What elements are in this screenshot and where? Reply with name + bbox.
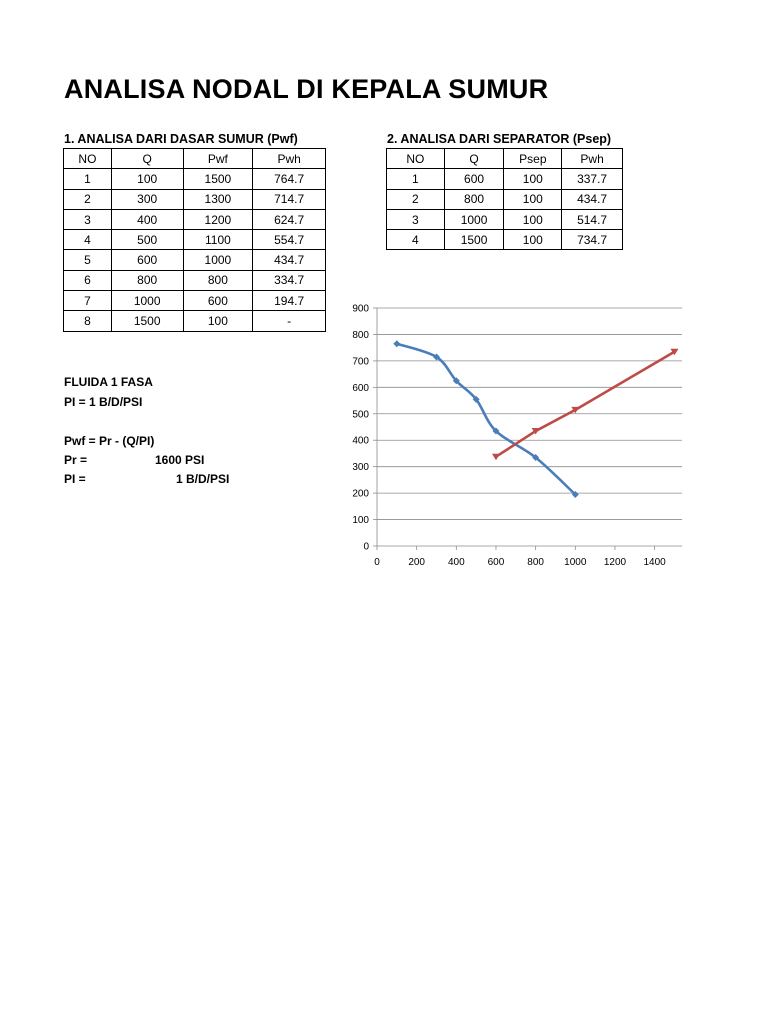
bottomhole-table-cell: 1100 — [183, 230, 253, 250]
bottomhole-table — [63, 148, 326, 332]
series-1-point — [393, 340, 400, 347]
separator-table-header-cell: Q — [444, 149, 504, 169]
pr-value: 1600 PSI — [155, 453, 205, 467]
bottomhole-table-cell: 100 — [111, 169, 183, 189]
nodal-chart — [330, 295, 690, 580]
separator-table-row — [387, 169, 623, 189]
separator-table-cell: 734.7 — [562, 230, 623, 250]
separator-table — [386, 148, 623, 250]
y-tick-label: 200 — [352, 488, 369, 500]
bottomhole-table-cell: 8 — [64, 311, 112, 331]
bottomhole-table-cell: 1000 — [183, 250, 253, 270]
formula-note: Pwf = Pr - (Q/PI) — [64, 434, 155, 448]
x-tick-label: 1000 — [564, 557, 587, 568]
bottomhole-table-cell: 2 — [64, 189, 112, 209]
y-tick-label: 100 — [352, 515, 369, 527]
section1-title: 1. ANALISA DARI DASAR SUMUR (Pwf) — [64, 132, 298, 146]
bottomhole-table-cell: 1 — [64, 169, 112, 189]
pi-value: 1 B/D/PSI — [176, 472, 230, 486]
bottomhole-table-header-cell: NO — [64, 149, 112, 169]
bottomhole-table-cell: 500 — [111, 230, 183, 250]
separator-table-cell: 434.7 — [562, 189, 623, 209]
bottomhole-table-cell: - — [253, 311, 326, 331]
bottomhole-table-cell: 6 — [64, 270, 112, 290]
y-tick-label: 700 — [352, 356, 369, 368]
separator-table-cell: 100 — [504, 209, 562, 229]
bottomhole-table-cell: 7 — [64, 291, 112, 311]
bottomhole-table-cell: 400 — [111, 209, 183, 229]
y-tick-label: 900 — [352, 303, 369, 315]
bottomhole-table-row — [64, 209, 326, 229]
separator-table-cell: 2 — [387, 189, 445, 209]
bottomhole-table-cell: 1500 — [183, 169, 253, 189]
bottomhole-table-row — [64, 291, 326, 311]
bottomhole-table-cell: 554.7 — [253, 230, 326, 250]
x-tick-label: 600 — [487, 557, 505, 568]
bottomhole-table-cell: 4 — [64, 230, 112, 250]
bottomhole-table-cell: 1000 — [111, 291, 183, 311]
fluid-note: FLUIDA 1 FASA — [64, 375, 153, 389]
bottomhole-table-cell: 600 — [111, 250, 183, 270]
x-tick-label: 0 — [374, 557, 380, 568]
bottomhole-table-header-cell: Q — [111, 149, 183, 169]
separator-table-cell: 1500 — [444, 230, 504, 250]
bottomhole-table-cell: 800 — [183, 270, 253, 290]
bottomhole-table-cell: 800 — [111, 270, 183, 290]
bottomhole-table-row — [64, 189, 326, 209]
series-1-line — [397, 344, 575, 495]
x-tick-label: 800 — [527, 557, 544, 568]
separator-table-row — [387, 189, 623, 209]
bottomhole-table-row — [64, 270, 326, 290]
series-2-point — [492, 454, 500, 461]
pi-note: PI = 1 B/D/PSI — [64, 395, 143, 409]
bottomhole-table-header-cell: Pwf — [183, 149, 253, 169]
y-tick-label: 300 — [352, 462, 369, 474]
bottomhole-table-cell: 714.7 — [253, 189, 326, 209]
bottomhole-table-row — [64, 250, 326, 270]
bottomhole-table-cell: 334.7 — [253, 270, 326, 290]
series-2-line — [496, 352, 674, 457]
separator-table-cell: 4 — [387, 230, 445, 250]
separator-table-cell: 100 — [504, 189, 562, 209]
bottomhole-table-cell: 600 — [183, 291, 253, 311]
x-tick-label: 1400 — [643, 557, 666, 568]
y-tick-label: 0 — [363, 541, 369, 553]
separator-table-cell: 600 — [444, 169, 504, 189]
bottomhole-table-cell: 194.7 — [253, 291, 326, 311]
separator-table-cell: 100 — [504, 169, 562, 189]
separator-table-cell: 100 — [504, 230, 562, 250]
y-tick-label: 800 — [352, 329, 369, 341]
x-tick-label: 1200 — [603, 557, 627, 568]
bottomhole-table-cell: 1300 — [183, 189, 253, 209]
bottomhole-table-cell: 764.7 — [253, 169, 326, 189]
separator-table-header-cell: NO — [387, 149, 445, 169]
pr-label: Pr = — [64, 453, 88, 467]
bottomhole-table-cell: 1500 — [111, 311, 183, 331]
separator-table-header-cell: Psep — [504, 149, 562, 169]
bottomhole-table-header-cell: Pwh — [253, 149, 326, 169]
y-tick-label: 400 — [352, 435, 369, 447]
y-tick-label: 500 — [352, 409, 369, 421]
separator-table-cell: 1 — [387, 169, 445, 189]
bottomhole-table-cell: 100 — [183, 311, 253, 331]
bottomhole-table-cell: 5 — [64, 250, 112, 270]
separator-table-cell: 514.7 — [562, 209, 623, 229]
separator-table-header-row — [387, 149, 623, 169]
section2-title: 2. ANALISA DARI SEPARATOR (Psep) — [387, 132, 612, 146]
separator-table-row — [387, 230, 623, 250]
bottomhole-table-cell: 624.7 — [253, 209, 326, 229]
bottomhole-table-row — [64, 169, 326, 189]
pi-label: PI = — [64, 472, 86, 486]
bottomhole-table-cell: 300 — [111, 189, 183, 209]
bottomhole-table-header-row — [64, 149, 326, 169]
bottomhole-table-cell: 434.7 — [253, 250, 326, 270]
x-tick-label: 400 — [447, 557, 465, 568]
separator-table-header-cell: Pwh — [562, 149, 623, 169]
y-tick-label: 600 — [352, 382, 369, 394]
bottomhole-table-row — [64, 230, 326, 250]
bottomhole-table-cell: 3 — [64, 209, 112, 229]
separator-table-row — [387, 209, 623, 229]
separator-table-cell: 337.7 — [562, 169, 623, 189]
bottomhole-table-row — [64, 311, 326, 331]
page-title: ANALISA NODAL DI KEPALA SUMUR — [64, 74, 549, 104]
separator-table-cell: 800 — [444, 189, 504, 209]
separator-table-cell: 3 — [387, 209, 445, 229]
x-tick-label: 200 — [408, 557, 426, 568]
bottomhole-table-cell: 1200 — [183, 209, 253, 229]
separator-table-cell: 1000 — [444, 209, 504, 229]
